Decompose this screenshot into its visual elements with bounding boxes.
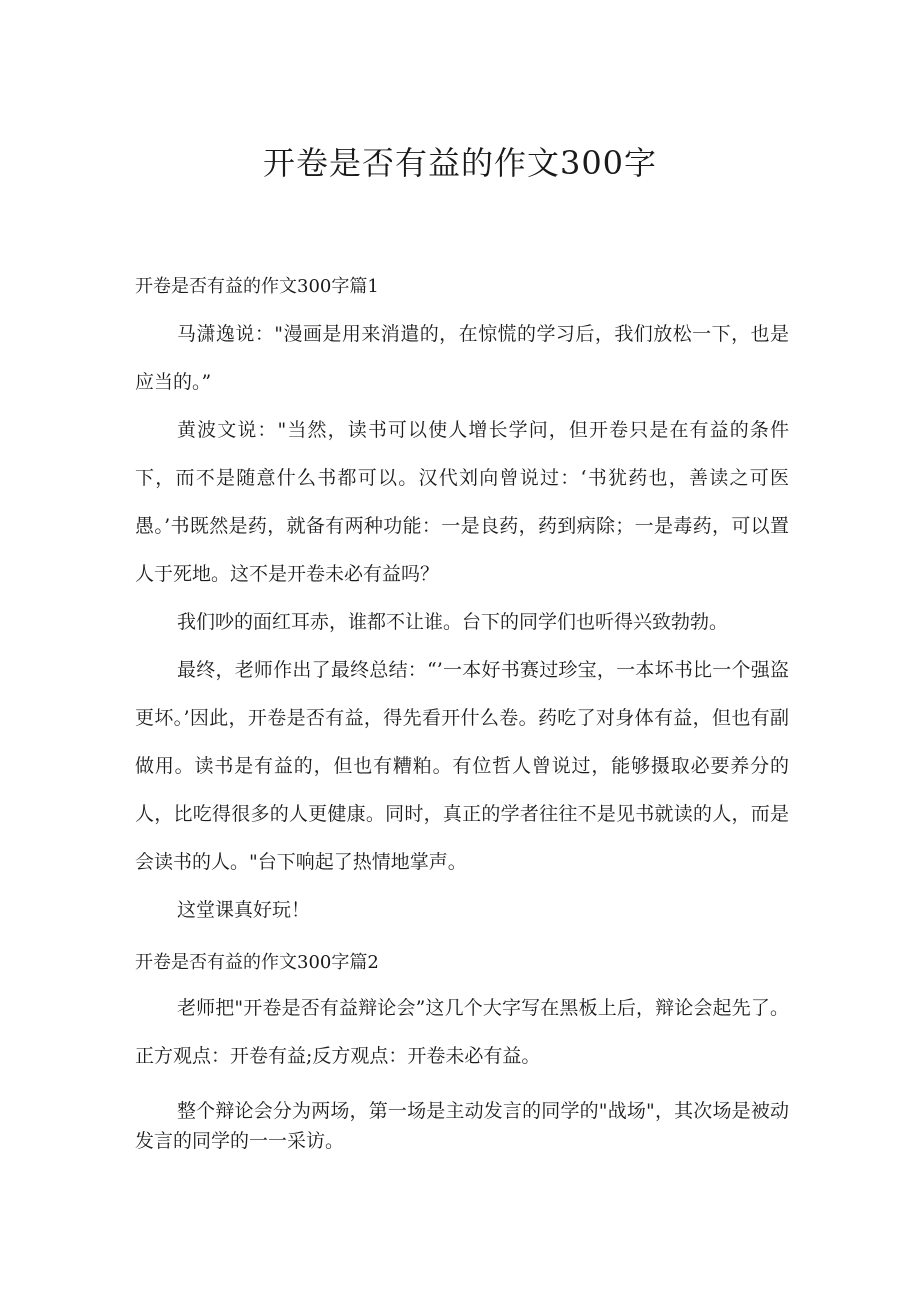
paragraph: 这堂课真好玩！	[177, 899, 311, 921]
paragraph: 整个辩论会分为两场，第一场是主动发言的同学的"战场"，其次场是被动发言的同学的一一采访。	[135, 1100, 789, 1152]
document-title: 开卷是否有益的作文300字	[262, 144, 658, 182]
section-heading: 开卷是否有益的作文300字篇1	[135, 276, 379, 297]
paragraph: 马潇逸说："漫画是用来消遣的，在惊慌的学习后，我们放松一下，也是应当的。”	[135, 323, 789, 393]
paragraph: 最终，老师作出了最终总结：“’一本好书赛过珍宝，一本坏书比一个强盗更坏。’因此，开卷是否有益，得先看开什么卷。药吃了对身体有益，但也有副做用。读书是有益的，但也有糟粕。有位哲人曾说过，能够摄取必要养分的人，比吃得很多的人更健康。同时，真正的学者往往不是见书就读的人，而是会读书的人。"台下响起了热情地掌声。	[135, 659, 789, 873]
paragraph: 我们吵的面红耳赤，谁都不让谁。台下的同学们也听得兴致勃勃。	[177, 611, 729, 633]
paragraph: 老师把"开卷是否有益辩论会”这几个大字写在黑板上后，辩论会起先了。正方观点：开卷有益;反方观点：开卷未必有益。	[135, 997, 789, 1067]
section-heading: 开卷是否有益的作文300字篇2	[135, 952, 379, 973]
paragraph: 黄波文说："当然，读书可以使人增长学问，但开卷只是在有益的条件下，而不是随意什么书都可以。汉代刘向曾说过：‘书犹药也，善读之可医愚。’书既然是药，就备有两种功能：一是良药，药到病除；一是毒药，可以置人于死地。这不是开卷未必有益吗？	[135, 419, 789, 585]
